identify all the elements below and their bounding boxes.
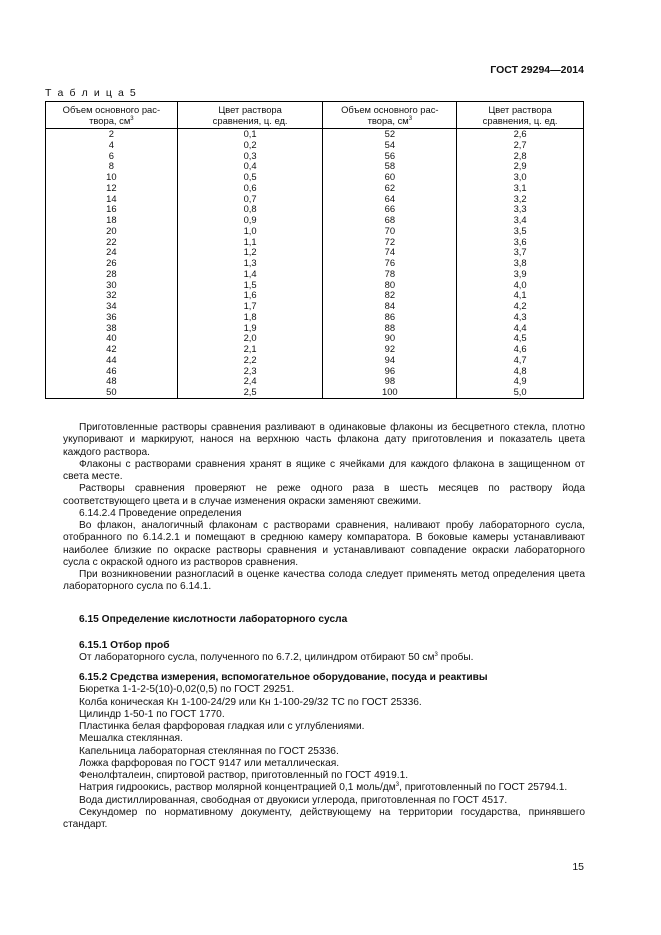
table-caption: Т а б л и ц а 5 bbox=[45, 87, 138, 99]
cell-volume-2: 56 bbox=[323, 151, 457, 162]
cell-volume-2: 80 bbox=[323, 280, 457, 291]
table-row bbox=[46, 290, 584, 301]
cell-color-2: 3,8 bbox=[457, 258, 584, 269]
cell-color-1: 1,9 bbox=[177, 323, 323, 334]
cell-volume-1: 26 bbox=[46, 258, 178, 269]
cell-color-1: 2,1 bbox=[177, 344, 323, 355]
cell-color-2: 2,8 bbox=[457, 151, 584, 162]
table-row bbox=[46, 172, 584, 183]
cell-color-1: 1,4 bbox=[177, 269, 323, 280]
paragraph: Приготовленные растворы сравнения разливают в одинаковые флаконы из бесцветного стекла, плотно укупоривают и маркируют, нанося на верхнюю часть флакона дату приготовления и показатель цвета каждого раствора. bbox=[63, 422, 585, 458]
cell-color-1: 0,2 bbox=[177, 140, 323, 151]
table-row bbox=[46, 226, 584, 237]
list-item: Натрия гидроокись, раствор молярной концентрацией 0,1 моль/$дм^3$, приготовленный по ГОСТ 25794.1. bbox=[79, 782, 568, 794]
table-row bbox=[46, 129, 584, 140]
cell-volume-2: 58 bbox=[323, 161, 457, 172]
cell-volume-2: 72 bbox=[323, 237, 457, 248]
cell-color-1: 0,7 bbox=[177, 194, 323, 205]
cell-color-1: 0,4 bbox=[177, 161, 323, 172]
cell-volume-1: 34 bbox=[46, 301, 178, 312]
table-row bbox=[46, 247, 584, 258]
cell-volume-1: 30 bbox=[46, 280, 178, 291]
list-item: Ложка фарфоровая по ГОСТ 9147 или металлическая. bbox=[79, 757, 340, 769]
cell-volume-1: 22 bbox=[46, 237, 178, 248]
subsection-heading: 6.15.2 Средства измерения, вспомогательное оборудование, посуда и реактивы bbox=[79, 672, 488, 683]
cell-color-2: 4,2 bbox=[457, 301, 584, 312]
cell-volume-2: 70 bbox=[323, 226, 457, 237]
cell-volume-1: 14 bbox=[46, 194, 178, 205]
cell-volume-2: 90 bbox=[323, 333, 457, 344]
cell-color-1: 0,9 bbox=[177, 215, 323, 226]
cell-color-1: 0,5 bbox=[177, 172, 323, 183]
table-row bbox=[46, 301, 584, 312]
col-color-header-2: Цвет раствора сравнения, ц. ед. bbox=[457, 102, 584, 129]
cell-volume-2: 88 bbox=[323, 323, 457, 334]
cell-volume-2: 64 bbox=[323, 194, 457, 205]
cell-volume-1: 6 bbox=[46, 151, 178, 162]
cell-volume-2: 82 bbox=[323, 290, 457, 301]
cell-volume-2: 92 bbox=[323, 344, 457, 355]
cell-volume-1: 44 bbox=[46, 355, 178, 366]
paragraph: Во флакон, аналогичный флаконам с растворами сравнения, наливают пробу лабораторного сусла, отобранного по 6.14.2.1 и помещают в среднюю камеру компаратора. В боковые камеры устанавливают наиболее близкие по окраске растворы сравнения и устанавливают совпадение окраски лабораторного сусла с окраской одного из растворов сравнения. bbox=[63, 520, 585, 568]
cell-color-1: 1,0 bbox=[177, 226, 323, 237]
table-header-row bbox=[46, 102, 584, 129]
cell-color-1: 1,8 bbox=[177, 312, 323, 323]
subsection-title: 6.14.2.4 Проведение определения bbox=[79, 507, 242, 519]
cell-color-2: 4,3 bbox=[457, 312, 584, 323]
table-row bbox=[46, 258, 584, 269]
cell-volume-2: 84 bbox=[323, 301, 457, 312]
table-row bbox=[46, 344, 584, 355]
cell-color-2: 4,7 bbox=[457, 355, 584, 366]
section-6-15-2 bbox=[63, 672, 585, 831]
table-body bbox=[46, 129, 584, 399]
cell-volume-1: 42 bbox=[46, 344, 178, 355]
section-6-15 bbox=[63, 614, 585, 626]
table-row bbox=[46, 183, 584, 194]
cell-volume-2: 66 bbox=[323, 204, 457, 215]
paragraph: Растворы сравнения проверяют не реже одного раза в шесть месяцев по раствору йода соответствующего цвета и в случае изменения окраски заменяют свежими. bbox=[63, 483, 585, 507]
list-item: Секундомер по нормативному документу, действующему на территории государства, принявшего стандарт. bbox=[63, 806, 585, 830]
cell-volume-2: 98 bbox=[323, 376, 457, 387]
table-row bbox=[46, 204, 584, 215]
list-item: Пластинка белая фарфоровая гладкая или с углублениями. bbox=[79, 721, 365, 732]
table-row bbox=[46, 237, 584, 248]
table-row bbox=[46, 366, 584, 377]
section-6-15-1 bbox=[63, 640, 585, 665]
cell-color-2: 3,5 bbox=[457, 226, 584, 237]
table-row bbox=[46, 151, 584, 162]
cell-color-2: 4,5 bbox=[457, 333, 584, 344]
cell-color-1: 1,3 bbox=[177, 258, 323, 269]
paragraph: При возникновении разногласий в оценке качества солода следует применять метод определения цвета лабораторного сусла по 6.14.1. bbox=[63, 569, 585, 593]
cell-volume-2: 86 bbox=[323, 312, 457, 323]
cell-volume-1: 12 bbox=[46, 183, 178, 194]
cell-color-1: 2,2 bbox=[177, 355, 323, 366]
cell-volume-2: 60 bbox=[323, 172, 457, 183]
table-row bbox=[46, 333, 584, 344]
table-row bbox=[46, 323, 584, 334]
cell-volume-1: 48 bbox=[46, 376, 178, 387]
cell-volume-1: 28 bbox=[46, 269, 178, 280]
cell-volume-2: 62 bbox=[323, 183, 457, 194]
page-number: 15 bbox=[572, 861, 584, 873]
cell-color-2: 3,2 bbox=[457, 194, 584, 205]
cell-color-1: 0,3 bbox=[177, 151, 323, 162]
table-row bbox=[46, 140, 584, 151]
section-heading: 6.15 Определение кислотности лабораторного сусла bbox=[79, 614, 348, 625]
cell-color-2: 3,6 bbox=[457, 237, 584, 248]
cell-volume-1: 8 bbox=[46, 161, 178, 172]
cell-color-1: 1,7 bbox=[177, 301, 323, 312]
table-row bbox=[46, 355, 584, 366]
list-item: Фенолфталеин, спиртовой раствор, приготовленный по ГОСТ 4919.1. bbox=[79, 770, 409, 781]
cell-color-1: 0,6 bbox=[177, 183, 323, 194]
cell-volume-2: 68 bbox=[323, 215, 457, 226]
cell-volume-1: 50 bbox=[46, 387, 178, 398]
table-row bbox=[46, 280, 584, 291]
cell-color-2: 3,9 bbox=[457, 269, 584, 280]
cell-color-2: 4,1 bbox=[457, 290, 584, 301]
cell-volume-2: 54 bbox=[323, 140, 457, 151]
cell-color-2: 2,7 bbox=[457, 140, 584, 151]
list-item: Колба коническая Кн 1-100-24/29 или Кн 1-100-29/32 ТС по ГОСТ 25336. bbox=[79, 696, 422, 708]
paragraph: От лабораторного сусла, полученного по 6.7.2, цилиндром отбирают 50 $см^3$ пробы. bbox=[79, 652, 474, 664]
subsection-heading: 6.15.1 Отбор проб bbox=[79, 640, 170, 651]
standard-code: ГОСТ 29294—2014 bbox=[490, 64, 584, 76]
table-row bbox=[46, 215, 584, 226]
cell-volume-1: 2 bbox=[46, 129, 178, 140]
cell-color-2: 4,9 bbox=[457, 376, 584, 387]
table-row bbox=[46, 387, 584, 398]
cell-color-1: 2,4 bbox=[177, 376, 323, 387]
cell-volume-2: 52 bbox=[323, 129, 457, 140]
cell-color-2: 4,6 bbox=[457, 344, 584, 355]
cell-color-1: 1,5 bbox=[177, 280, 323, 291]
table-row bbox=[46, 312, 584, 323]
cell-color-1: 0,1 bbox=[177, 129, 323, 140]
cell-volume-1: 20 bbox=[46, 226, 178, 237]
data-table bbox=[45, 101, 584, 399]
cell-color-2: 4,0 bbox=[457, 280, 584, 291]
list-item: Бюретка 1-1-2-5(10)-0,02(0,5) по ГОСТ 29251. bbox=[79, 684, 295, 696]
cell-volume-2: 78 bbox=[323, 269, 457, 280]
table-row bbox=[46, 194, 584, 205]
cell-color-2: 3,1 bbox=[457, 183, 584, 194]
cell-volume-1: 38 bbox=[46, 323, 178, 334]
cell-volume-1: 4 bbox=[46, 140, 178, 151]
cell-color-1: 1,2 bbox=[177, 247, 323, 258]
cell-volume-1: 46 bbox=[46, 366, 178, 377]
list-item: Мешалка стеклянная. bbox=[79, 733, 183, 745]
cell-color-2: 2,6 bbox=[457, 129, 584, 140]
list-item: Цилиндр 1-50-1 по ГОСТ 1770. bbox=[79, 708, 225, 720]
cell-volume-2: 94 bbox=[323, 355, 457, 366]
cell-volume-1: 40 bbox=[46, 333, 178, 344]
cell-volume-1: 36 bbox=[46, 312, 178, 323]
cell-color-2: 3,4 bbox=[457, 215, 584, 226]
cell-volume-2: 100 bbox=[323, 387, 457, 398]
cell-color-1: 2,5 bbox=[177, 387, 323, 398]
cell-volume-2: 76 bbox=[323, 258, 457, 269]
cell-color-1: 2,3 bbox=[177, 366, 323, 377]
cell-color-1: 1,1 bbox=[177, 237, 323, 248]
cell-volume-1: 16 bbox=[46, 204, 178, 215]
cell-volume-1: 24 bbox=[46, 247, 178, 258]
cell-color-1: 2,0 bbox=[177, 333, 323, 344]
cell-color-2: 3,0 bbox=[457, 172, 584, 183]
col-color-header-1: Цвет раствора сравнения, ц. ед. bbox=[177, 102, 323, 129]
cell-volume-1: 32 bbox=[46, 290, 178, 301]
cell-color-2: 3,7 bbox=[457, 247, 584, 258]
list-item: Вода дистиллированная, свободная от двуокиси углерода, приготовленная по ГОСТ 4517. bbox=[79, 794, 508, 806]
cell-color-2: 4,4 bbox=[457, 323, 584, 334]
col-volume-header-1: Объем основного рас- твора, $см^3$ bbox=[46, 102, 178, 129]
table-row bbox=[46, 161, 584, 172]
body-text-block-1 bbox=[63, 422, 585, 594]
cell-color-2: 4,8 bbox=[457, 366, 584, 377]
cell-color-1: 1,6 bbox=[177, 290, 323, 301]
table-row bbox=[46, 269, 584, 280]
cell-color-2: 3,3 bbox=[457, 204, 584, 215]
cell-color-1: 0,8 bbox=[177, 204, 323, 215]
cell-color-2: 5,0 bbox=[457, 387, 584, 398]
paragraph: Флаконы с растворами сравнения хранят в ящике с ячейками для каждого флакона в защищенном от света месте. bbox=[63, 458, 585, 482]
list-item: Капельница лабораторная стеклянная по ГОСТ 25336. bbox=[79, 745, 339, 757]
table-row bbox=[46, 376, 584, 387]
col-volume-header-2: Объем основного рас- твора, $см^3$ bbox=[323, 102, 457, 129]
cell-volume-2: 96 bbox=[323, 366, 457, 377]
cell-color-2: 2,9 bbox=[457, 161, 584, 172]
cell-volume-2: 74 bbox=[323, 247, 457, 258]
cell-volume-1: 18 bbox=[46, 215, 178, 226]
cell-volume-1: 10 bbox=[46, 172, 178, 183]
